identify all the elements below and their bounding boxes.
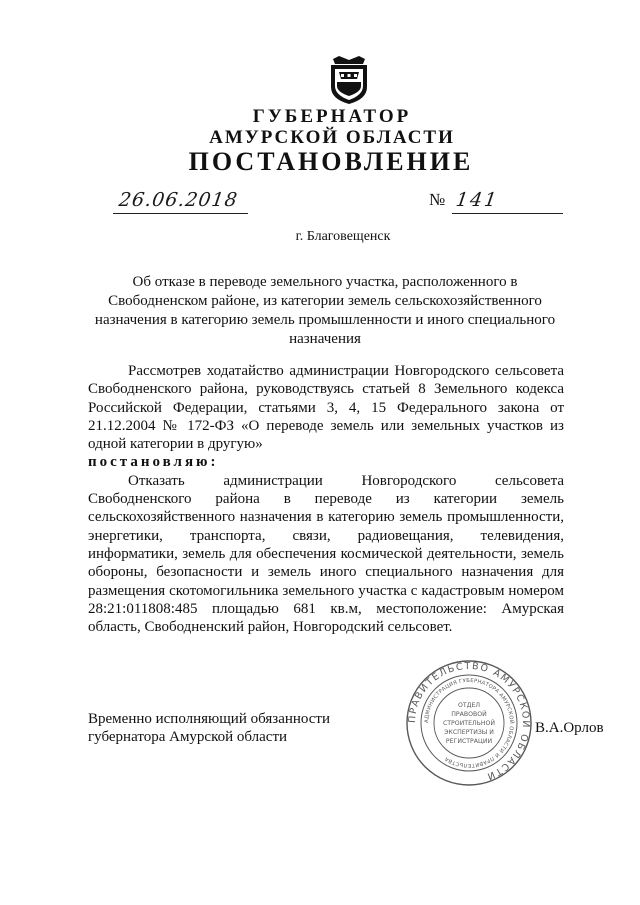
org-name-line2: АМУРСКОЙ ОБЛАСТИ (209, 127, 455, 148)
preamble-paragraph: Рассмотрев ходатайство администрации Новгородского сельсовета Свободненского района, руководствуясь статьей 8 Земельного кодекса Российской Федерации, статьями 3, 4, 15 Федерального закона от 21.12.2004 № 172-ФЗ «О переводе земель или земельных участков из одной категории в другую» (88, 363, 564, 453)
signer-title-line2: губернатора Амурской области (88, 729, 288, 745)
decision-paragraph: Отказать администрации Новгородского сельсовета Свободненского района в переводе из категории земель сельскохозяйственного назначения в категорию земель промышленности, энергетики, транспорта, связи, радиовещания, телевидения, информатики, земель для обеспечения космической деятельности, земель обороны, безопасности и земель иного специального назначения для размещения скотомогильника земельного участка с кадастровым номером 28:21:011808:485 площадью 681 кв.м, местоположение: Амурская область, Свободненский район, Новгородский сельсовет. (88, 472, 564, 636)
date-field (113, 189, 248, 214)
document-subject: Об отказе в переводе земельного участка, расположенного в Свободненском районе, из категории земель сельскохозяйственного назначения в категорию земель промышленности и иного специального назначения (94, 274, 556, 347)
seal-outer-text: ПРАВИТЕЛЬСТВО АМУРСКОЙ ОБЛАСТИ (406, 660, 532, 783)
number-label: № (429, 190, 446, 209)
signer-name: В.А.Орлов (535, 720, 604, 736)
amur-region-coat-of-arms-icon (327, 55, 371, 105)
seal-center-line: РЕГИСТРАЦИИ (445, 738, 493, 745)
document-body (88, 362, 564, 636)
seal-center-line: ПРАВОВОЙ (451, 711, 487, 718)
seal-inner-ring-text: АДМИНИСТРАЦИЯ ГУБЕРНАТОРА АМУРСКОЙ ОБЛАСТИ И ПРАВИТЕЛЬСТВА (423, 677, 515, 769)
round-seal-stamp-icon (404, 659, 534, 787)
signer-title (88, 710, 330, 746)
city-name: г. Благовещенск (295, 229, 391, 244)
seal-center-line: ОТДЕЛ (457, 702, 481, 709)
handwritten-number: 141 (454, 189, 500, 211)
resolve-word: постановляю: (88, 454, 219, 471)
number-field (452, 189, 563, 214)
document-type-title: ПОСТАНОВЛЕНИЕ (188, 147, 474, 176)
seal-center-line: ЭКСПЕРТИЗЫ И (444, 729, 494, 736)
signer-title-line1: Временно исполняющий обязанности (88, 711, 331, 727)
org-name-line1: ГУБЕРНАТОР (252, 106, 412, 127)
handwritten-date: 26.06.2018 (117, 189, 240, 211)
seal-center-line: СТРОИТЕЛЬНОЙ (442, 720, 496, 727)
